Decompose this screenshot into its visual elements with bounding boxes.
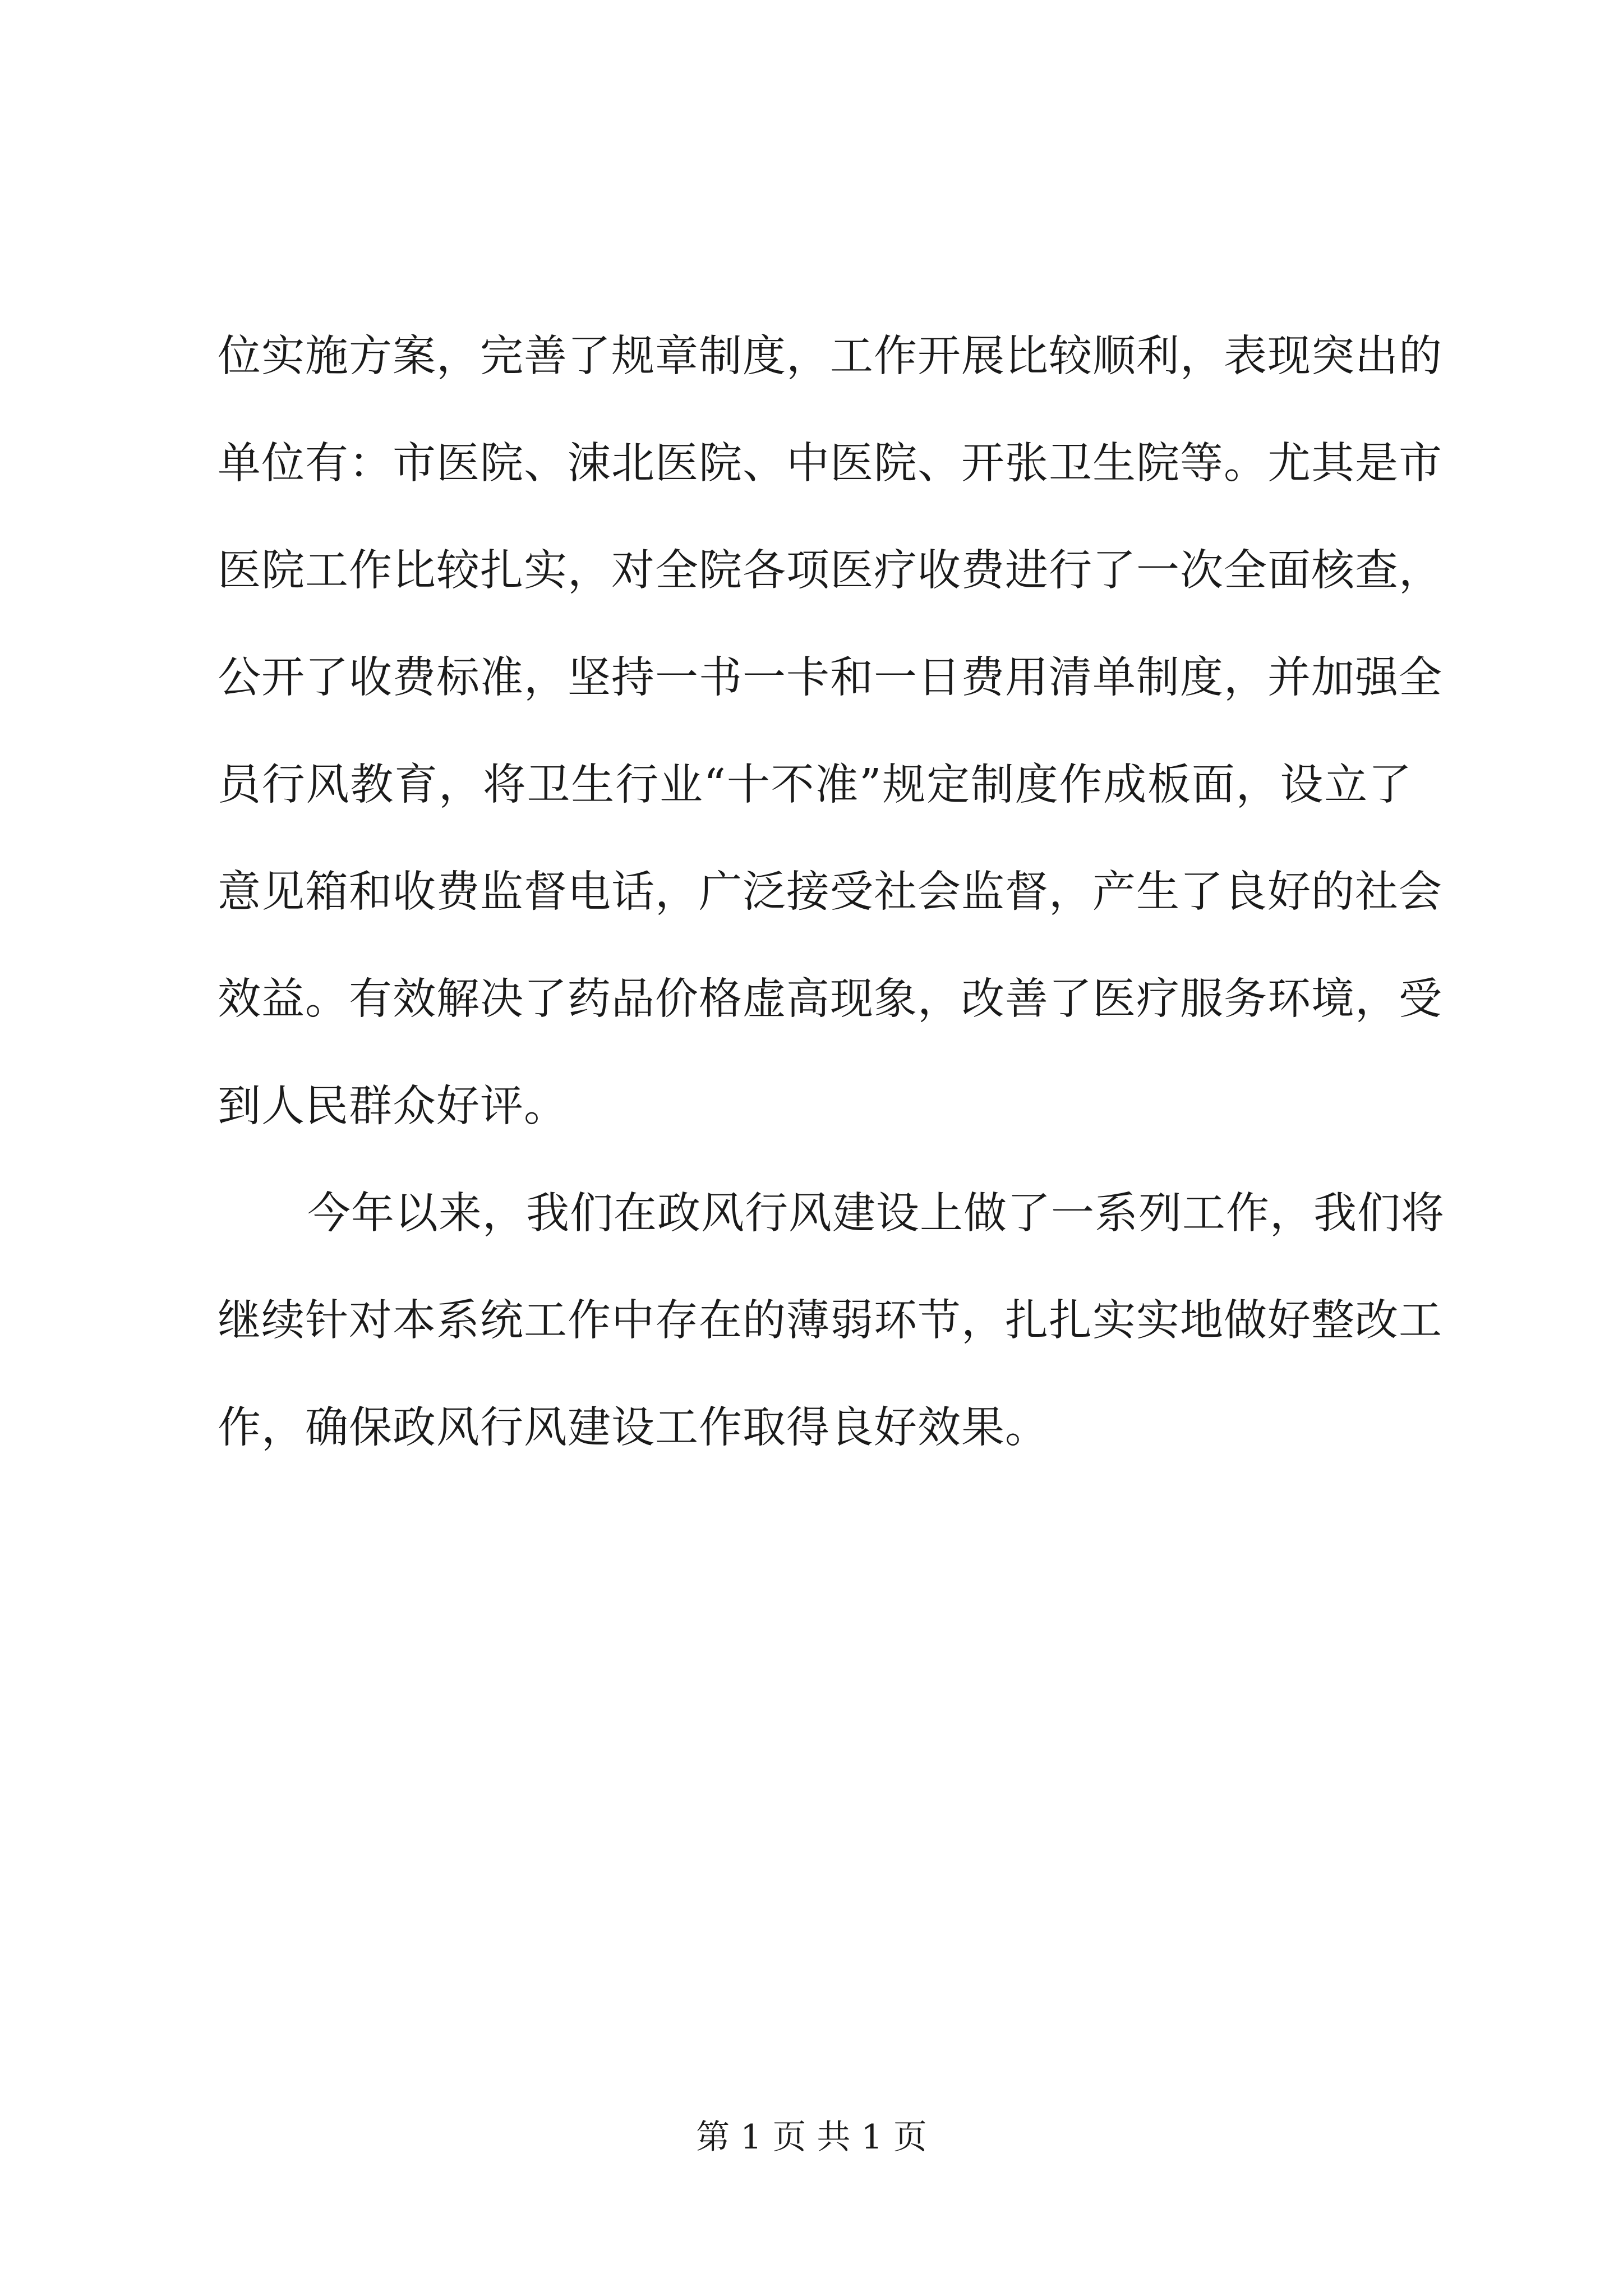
text-line: 今年以来，我们在政风行风建设上做了一系列工作，我们将 bbox=[307, 1189, 1445, 1239]
text-line: 公开了收费标准，坚持一书一卡和一日费用清单制度，并加强全 bbox=[218, 653, 1442, 703]
text-line: 效益。有效解决了药品价格虚高现象，改善了医疗服务环境，受 bbox=[218, 974, 1442, 1024]
page-number: 第 1 页 共 1 页 bbox=[696, 2118, 927, 2157]
text-line: 位实施方案，完善了规章制度，工作开展比较顺利，表现突出的 bbox=[218, 332, 1442, 381]
text-line: 意见箱和收费监督电话，广泛接受社会监督，产生了良好的社会 bbox=[218, 867, 1442, 917]
text-line: 作，确保政风行风建设工作取得良好效果。 bbox=[218, 1403, 1049, 1453]
text-line: 医院工作比较扎实，对全院各项医疗收费进行了一次全面核查， bbox=[218, 546, 1442, 596]
paragraph-1 bbox=[218, 303, 1442, 1160]
paragraph-2 bbox=[218, 1160, 1445, 1481]
document-body bbox=[218, 303, 1445, 1481]
text-line: 单位有：市医院、涑北医院、中医院、开张卫生院等。尤其是市 bbox=[218, 439, 1442, 489]
text-line: 继续针对本系统工作中存在的薄弱环节，扎扎实实地做好整改工 bbox=[218, 1296, 1442, 1346]
text-line: 员行风教育，将卫生行业“十不准”规定制度作成板面，设立了 bbox=[218, 760, 1412, 810]
page-footer bbox=[0, 2115, 1623, 2160]
text-line: 到人民群众好评。 bbox=[218, 1082, 568, 1131]
